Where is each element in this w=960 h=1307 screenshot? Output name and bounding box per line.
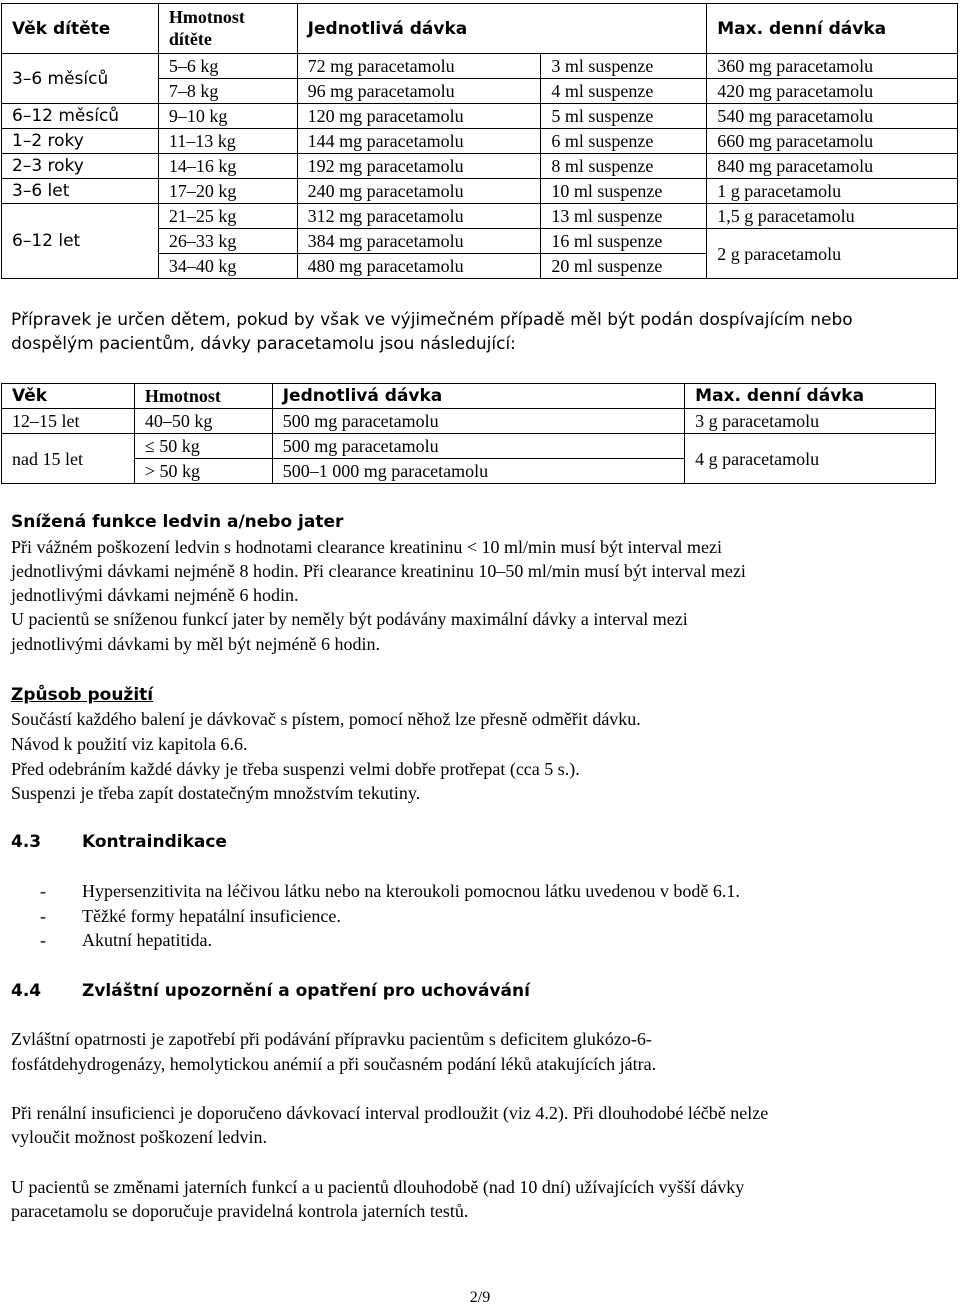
warning-p2-line2: vyloučit možnost poškození ledvin. <box>11 1127 267 1147</box>
table-row <box>2 54 958 79</box>
contraindication-item: Akutní hepatitida. <box>82 930 212 950</box>
method-line-4: Suspenzi je třeba zapít dostatečným množstvím tekutiny. <box>11 783 421 803</box>
cell-age: 12–15 let <box>2 409 135 434</box>
method-line-1: Součástí každého balení je dávkovač s pístem, pomocí něhož lze přesně odměřit dávku. <box>11 709 641 729</box>
cell-max: 3 g paracetamolu <box>685 409 936 434</box>
warning-p3-line2: paracetamolu se doporučuje pravidelná kontrola jaterních testů. <box>11 1201 469 1221</box>
cell-max: 2 g paracetamolu <box>707 229 958 279</box>
header-weight-line2: dítěte <box>168 29 212 49</box>
cell-max: 420 mg paracetamolu <box>707 79 958 104</box>
cell-dose: 500 mg paracetamolu <box>272 409 684 434</box>
table-header-row <box>2 384 936 409</box>
renal-line-4: U pacientů se sníženou funkcí jater by neměly být podávány maximální dávky a interval mezi <box>11 609 688 629</box>
table-row <box>2 104 958 129</box>
cell-mg: 72 mg paracetamolu <box>297 54 541 79</box>
cell-ml: 5 ml suspenze <box>541 104 707 129</box>
section-4-3-number: 4.3 <box>11 832 42 852</box>
method-heading: Způsob použití <box>11 685 154 705</box>
renal-line-5: jednotlivými dávkami by měl být nejméně 6 hodin. <box>11 634 380 654</box>
header-single-dose: Jednotlivá dávka <box>297 4 707 54</box>
warning-p1-line2: fosfátdehydrogenázy, hemolytickou anémií a při současném podání léků atakujících játra. <box>11 1054 657 1074</box>
method-line-3: Před odebráním každé dávky je třeba suspenzi velmi dobře protřepat (cca 5 s.). <box>11 759 580 779</box>
table-header-row <box>2 4 958 54</box>
cell-weight: > 50 kg <box>134 459 272 484</box>
header-weight: Hmotnost <box>134 384 272 409</box>
cell-weight: 7–8 kg <box>158 79 297 104</box>
cell-weight: 26–33 kg <box>158 229 297 254</box>
table-row <box>2 179 958 204</box>
cell-age: 3–6 měsíců <box>2 54 159 104</box>
cell-age: 6–12 měsíců <box>2 104 159 129</box>
header-age: Věk <box>2 384 135 409</box>
cell-age: 2–3 roky <box>2 154 159 179</box>
warning-p1-line1: Zvláštní opatrnosti je zapotřebí při podávání přípravku pacientům s deficitem glukózo-6- <box>11 1029 652 1049</box>
cell-age: 1–2 roky <box>2 129 159 154</box>
cell-weight: 9–10 kg <box>158 104 297 129</box>
header-max-daily: Max. denní dávka <box>707 4 958 54</box>
cell-weight: 14–16 kg <box>158 154 297 179</box>
cell-weight: 5–6 kg <box>158 54 297 79</box>
cell-mg: 312 mg paracetamolu <box>297 204 541 229</box>
cell-dose: 500–1 000 mg paracetamolu <box>272 459 684 484</box>
cell-max: 4 g paracetamolu <box>685 434 936 484</box>
header-age: Věk dítěte <box>2 4 159 54</box>
adult-dosage-table <box>1 383 936 484</box>
cell-weight: 21–25 kg <box>158 204 297 229</box>
table-row <box>2 154 958 179</box>
cell-mg: 384 mg paracetamolu <box>297 229 541 254</box>
cell-ml: 13 ml suspenze <box>541 204 707 229</box>
cell-ml: 8 ml suspenze <box>541 154 707 179</box>
renal-heading: Snížená funkce ledvin a/nebo jater <box>11 512 344 532</box>
header-max-daily: Max. denní dávka <box>685 384 936 409</box>
pediatric-dosage-table <box>1 3 958 279</box>
cell-max: 840 mg paracetamolu <box>707 154 958 179</box>
intro-line-2: dospělým pacientům, dávky paracetamolu jsou následující: <box>11 334 516 354</box>
renal-line-1: Při vážném poškození ledvin s hodnotami clearance kreatininu < 10 ml/min musí být interval mezi <box>11 537 722 557</box>
header-weight-line1: Hmotnost <box>168 7 245 27</box>
cell-ml: 16 ml suspenze <box>541 229 707 254</box>
bullet-dash: - <box>40 930 46 950</box>
cell-max: 1 g paracetamolu <box>707 179 958 204</box>
page-number: 2/9 <box>469 1289 491 1306</box>
renal-line-3: jednotlivými dávkami nejméně 6 hodin. <box>11 585 299 605</box>
cell-max: 540 mg paracetamolu <box>707 104 958 129</box>
cell-max: 1,5 g paracetamolu <box>707 204 958 229</box>
cell-weight: 17–20 kg <box>158 179 297 204</box>
cell-mg: 120 mg paracetamolu <box>297 104 541 129</box>
cell-mg: 480 mg paracetamolu <box>297 254 541 279</box>
cell-weight: ≤ 50 kg <box>134 434 272 459</box>
table-row <box>2 434 936 459</box>
section-4-4-number: 4.4 <box>11 981 42 1001</box>
cell-weight: 34–40 kg <box>158 254 297 279</box>
renal-line-2: jednotlivými dávkami nejméně 8 hodin. Při clearance kreatininu 10–50 ml/min musí být interval mezi <box>11 561 746 581</box>
cell-max: 660 mg paracetamolu <box>707 129 958 154</box>
cell-weight: 11–13 kg <box>158 129 297 154</box>
cell-ml: 20 ml suspenze <box>541 254 707 279</box>
cell-ml: 4 ml suspenze <box>541 79 707 104</box>
cell-dose: 500 mg paracetamolu <box>272 434 684 459</box>
section-4-4-title: Zvláštní upozornění a opatření pro uchovávání <box>82 981 530 1001</box>
cell-age: 3–6 let <box>2 179 159 204</box>
cell-age: 6–12 let <box>2 204 159 279</box>
warning-p3-line1: U pacientů se změnami jaterních funkcí a u pacientů dlouhodobě (nad 10 dní) užívajících vyšší dávky <box>11 1177 745 1197</box>
cell-mg: 96 mg paracetamolu <box>297 79 541 104</box>
cell-mg: 192 mg paracetamolu <box>297 154 541 179</box>
bullet-dash: - <box>40 906 46 926</box>
cell-weight: 40–50 kg <box>134 409 272 434</box>
cell-mg: 144 mg paracetamolu <box>297 129 541 154</box>
cell-ml: 3 ml suspenze <box>541 54 707 79</box>
section-4-3-title: Kontraindikace <box>82 832 227 852</box>
intro-line-1: Přípravek je určen dětem, pokud by však ve výjimečném případě měl být podán dospívajícím nebo <box>11 310 853 330</box>
bullet-dash: - <box>40 881 46 901</box>
method-line-2: Návod k použití viz kapitola 6.6. <box>11 734 248 754</box>
cell-ml: 10 ml suspenze <box>541 179 707 204</box>
header-single-dose: Jednotlivá dávka <box>272 384 684 409</box>
table-row <box>2 204 958 229</box>
contraindication-item: Hypersenzitivita na léčivou látku nebo na kteroukoli pomocnou látku uvedenou v bodě 6.1. <box>82 881 740 901</box>
contraindication-item: Těžké formy hepatální insuficience. <box>82 906 341 926</box>
table-row <box>2 409 936 434</box>
cell-ml: 6 ml suspenze <box>541 129 707 154</box>
table-row <box>2 129 958 154</box>
cell-max: 360 mg paracetamolu <box>707 54 958 79</box>
cell-mg: 240 mg paracetamolu <box>297 179 541 204</box>
header-weight <box>158 4 297 54</box>
warning-p2-line1: Při renální insuficienci je doporučeno dávkovací interval prodloužit (viz 4.2). Při dlouhodobé léčbě nelze <box>11 1103 769 1123</box>
cell-age: nad 15 let <box>2 434 135 484</box>
